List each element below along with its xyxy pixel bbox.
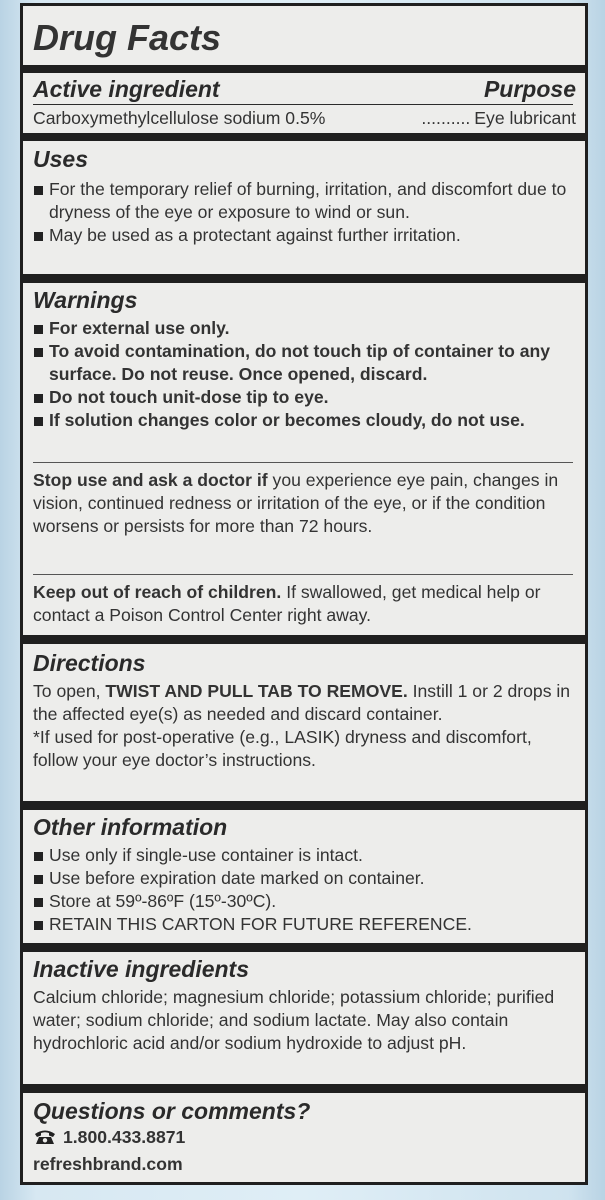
- other-info-list: [33, 844, 576, 936]
- other-info-item: Use only if single-use container is intact.: [33, 844, 576, 867]
- questions-heading: Questions or comments?: [33, 1098, 311, 1124]
- questions-section: [23, 1098, 585, 1176]
- stop-use-text: you experience eye pain, changes in vision, continued redness or irritation of the eye, or if the condition worsens or persists for more than 72 hours.: [33, 470, 559, 536]
- active-ingredient-rule: [33, 104, 573, 105]
- stop-use-section: [23, 469, 585, 538]
- other-info-divider: [23, 943, 585, 952]
- other-info-item: Store at 59º-86ºF (15º-30ºC).: [33, 890, 576, 913]
- stop-use-label: Stop use and ask a doctor if: [33, 470, 268, 490]
- directions-text: [33, 680, 576, 726]
- directions-note: *If used for post-operative (e.g., LASIK) dryness and discomfort, follow your eye doctor’s instructions.: [33, 727, 532, 770]
- title-divider: [23, 65, 585, 73]
- other-info-item: Use before expiration date marked on container.: [33, 867, 576, 890]
- warnings-item: Do not touch unit-dose tip to eye.: [33, 386, 576, 409]
- directions-text-bold: TWIST AND PULL TAB TO REMOVE.: [105, 681, 408, 701]
- drug-facts-panel: [20, 3, 588, 1185]
- warnings-rule-2: [33, 574, 573, 575]
- warnings-list: [33, 317, 576, 432]
- active-ingredient-heading: Active ingredient: [33, 76, 220, 102]
- keep-out-label: Keep out of reach of children.: [33, 582, 282, 602]
- inactive-heading: Inactive ingredients: [33, 956, 250, 982]
- other-info-section: [23, 814, 585, 936]
- title-section: [23, 18, 585, 58]
- phone-number[interactable]: 1.800.433.8871: [63, 1127, 186, 1147]
- active-ingredient-purpose: Eye lubricant: [474, 108, 576, 128]
- directions-text-part2: Instill 1 or 2 drops in the affected eye(s) as needed and discard container.: [33, 681, 571, 724]
- warnings-item: If solution changes color or becomes cloudy, do not use.: [33, 409, 576, 432]
- inactive-section: [23, 956, 585, 1055]
- warnings-heading: Warnings: [33, 287, 138, 313]
- inactive-divider: [23, 1084, 585, 1093]
- leader-dots: ..........: [421, 108, 471, 128]
- other-info-item: RETAIN THIS CARTON FOR FUTURE REFERENCE.: [33, 913, 576, 936]
- active-ingredient-row: [23, 107, 585, 130]
- active-ingredient-name: Carboxymethylcellulose sodium 0.5%: [33, 108, 326, 128]
- website-link[interactable]: refreshbrand.com: [33, 1154, 183, 1174]
- warnings-divider: [23, 635, 585, 644]
- phone-row: [33, 1126, 576, 1151]
- directions-divider: [23, 801, 585, 810]
- keep-out-text: If swallowed, get medical help or contact a Poison Control Center right away.: [33, 582, 541, 625]
- telephone-icon: [33, 1128, 57, 1151]
- uses-item: May be used as a protectant against further irritation.: [33, 224, 576, 247]
- warnings-section: [23, 287, 585, 432]
- directions-heading: Directions: [33, 650, 146, 676]
- directions-text-part1: To open,: [33, 681, 106, 701]
- uses-item: For the temporary relief of burning, irritation, and discomfort due to dryness of the eye or exposure to wind or sun.: [33, 178, 576, 224]
- inactive-text: Calcium chloride; magnesium chloride; potassium chloride; purified water; sodium chloride; and sodium lactate. May also contain hydrochloric acid and/or sodium hydroxide to adjust pH.: [33, 987, 555, 1053]
- warnings-rule-1: [33, 462, 573, 463]
- directions-section: [23, 650, 585, 772]
- uses-divider: [23, 274, 585, 283]
- uses-list: [33, 178, 576, 247]
- uses-section: [23, 146, 585, 247]
- other-info-heading: Other information: [33, 814, 228, 840]
- uses-heading: Uses: [33, 146, 88, 172]
- drug-facts-title: Drug Facts: [33, 17, 222, 58]
- active-ingredient-section: [23, 76, 585, 102]
- warnings-item: To avoid contamination, do not touch tip of container to any surface. Do not reuse. Once opened, discard.: [33, 340, 576, 386]
- purpose-heading: Purpose: [483, 76, 576, 102]
- active-divider: [23, 133, 585, 141]
- keep-out-section: [23, 581, 585, 627]
- warnings-item: For external use only.: [33, 317, 576, 340]
